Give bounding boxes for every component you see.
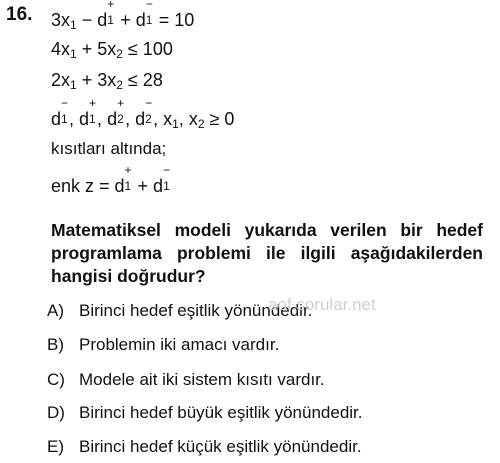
question-number: 16. — [6, 4, 33, 25]
equation-4 — [51, 96, 235, 131]
option-text: Problemin iki amacı vardır. — [79, 335, 280, 354]
eq1-term: 3x — [51, 10, 71, 30]
eq4-d4: d — [135, 109, 146, 129]
eq4-d1: d — [51, 109, 62, 129]
eq4-sep: , — [97, 109, 108, 129]
eq3-term-b: + 3x — [76, 70, 117, 90]
eq4-rhs: ≥ 0 — [204, 109, 235, 129]
center-watermark: aof.sorular.net — [268, 295, 376, 314]
eq2-sub-2: 2 — [116, 47, 123, 61]
equation-1 — [51, 0, 195, 32]
option-text: Birinci hedef küçük eşitlik yönündedir. — [79, 437, 362, 456]
eq1-supsub-2: − 1 — [145, 0, 153, 27]
eq4-supsub-1: − 1 — [61, 96, 69, 126]
option-b[interactable] — [47, 335, 279, 355]
equation-2 — [51, 39, 173, 61]
eq4-sep: , — [69, 109, 80, 129]
eq4-sep: , — [125, 109, 136, 129]
objective-plus-d: + d — [132, 176, 164, 196]
question-prompt: Matematiksel modeli yukarıda verilen bir hedef programlama problemi ile ilgili aşağıdakilerden hangisi doğrudur? — [51, 220, 483, 286]
eq4-x1-sub: 1 — [172, 117, 179, 131]
option-letter: A) — [47, 301, 64, 320]
option-d[interactable] — [47, 403, 363, 423]
equation-3 — [51, 70, 163, 92]
eq4-supsub-4: − 2 — [145, 96, 153, 126]
option-text: Modele ait iki sistem kısıtı vardır. — [79, 370, 325, 389]
eq3-sub-2: 2 — [116, 78, 123, 92]
eq4-d2: d — [79, 109, 90, 129]
eq3-sub-1: 1 — [70, 78, 77, 92]
eq1-plus-d: + d — [115, 10, 146, 30]
option-e[interactable] — [47, 437, 362, 457]
option-letter: C) — [47, 370, 65, 389]
eq1-minus-d: − d — [76, 10, 108, 30]
eq3-rhs: ≤ 28 — [122, 70, 163, 90]
eq4-d3: d — [107, 109, 118, 129]
eq4-x2-sub: 2 — [197, 117, 205, 131]
eq2-term-b: + 5x — [76, 39, 117, 59]
eq4-supsub-2: + 1 — [89, 96, 97, 126]
constraint-label: kısıtları altında; — [51, 139, 167, 158]
objective-supsub-1: + 1 — [124, 163, 132, 193]
objective-prefix: enk z = d — [51, 176, 125, 196]
eq4-sep: , — [153, 109, 164, 129]
eq1-rhs: = 10 — [153, 10, 195, 30]
eq4-x2: x — [188, 109, 198, 129]
eq2-rhs: ≤ 100 — [122, 39, 173, 59]
eq1-supsub-1: + 1 — [107, 0, 115, 27]
option-text: Birinci hedef eşitlik yönündedir. — [79, 301, 313, 320]
option-letter: B) — [47, 335, 64, 354]
eq4-x1: x — [163, 109, 173, 129]
eq2-term-a: 4x — [51, 39, 71, 59]
option-c[interactable] — [47, 370, 325, 390]
eq3-term-a: 2x — [51, 70, 71, 90]
objective-supsub-2: − 1 — [163, 163, 171, 193]
eq4-supsub-3: + 2 — [117, 96, 125, 126]
side-watermark — [0, 353, 1, 429]
eq2-sub-1: 1 — [70, 47, 77, 61]
option-letter: E) — [47, 437, 64, 456]
option-letter: D) — [47, 403, 65, 422]
eq1-sub: 1 — [70, 18, 77, 32]
objective-function — [51, 163, 171, 196]
option-text: Birinci hedef büyük eşitlik yönündedir. — [79, 403, 363, 422]
eq4-sep: , — [178, 109, 189, 129]
